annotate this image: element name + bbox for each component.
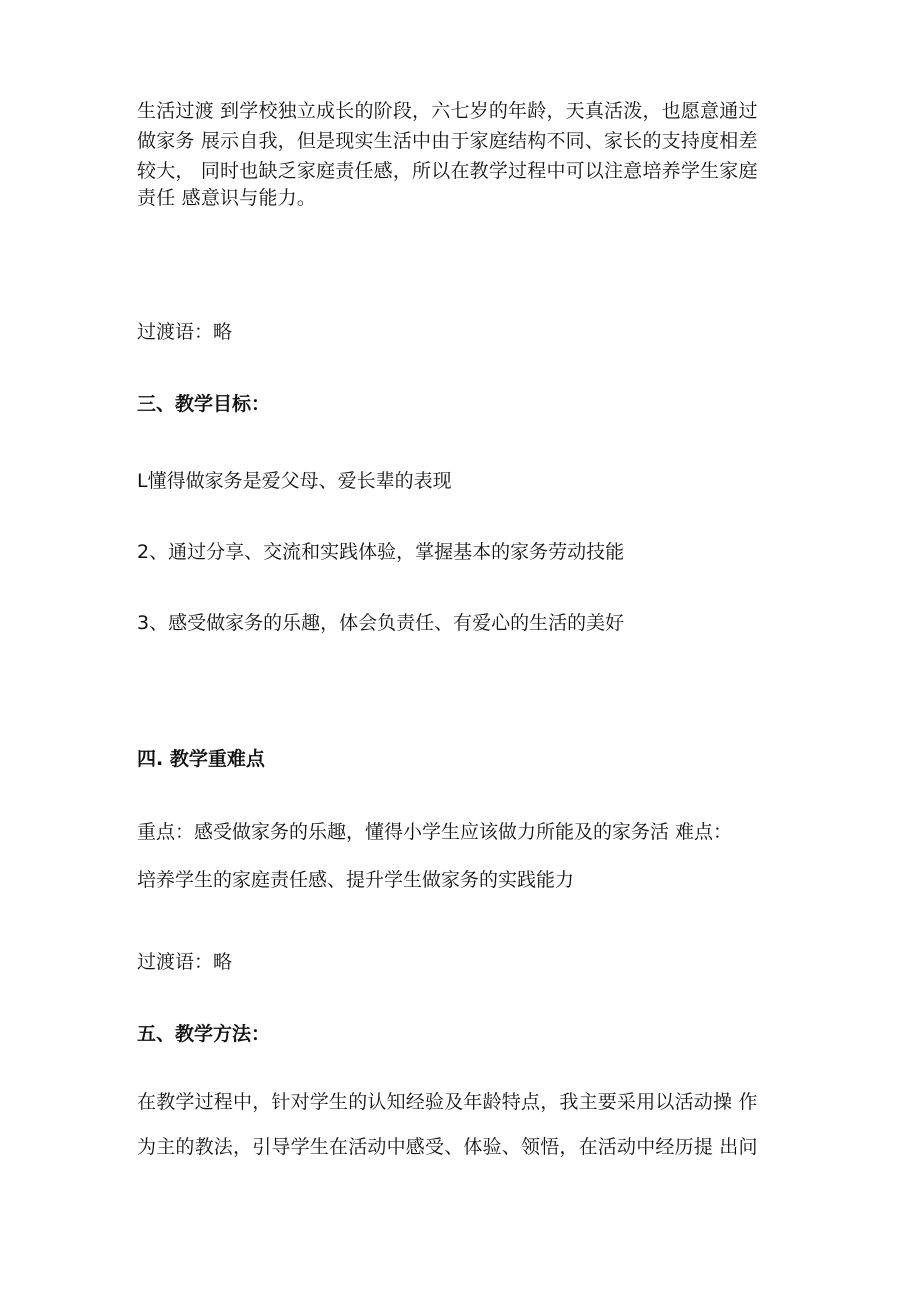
intro-line-4: 责任 感意识与能力。: [137, 187, 317, 209]
transition-text-2: 过渡语：略: [137, 951, 233, 973]
method-line-1: 在教学过程中，针对学生的认知经验及年龄特点，我主要采用以活动操 作: [137, 1091, 758, 1113]
transition-text-1: 过渡语：略: [137, 321, 233, 343]
goal-item-3: 3、感受做家务的乐趣，体会负责任、有爱心的生活的美好: [137, 612, 625, 634]
intro-line-3: 较大， 同时也缺乏家庭责任感，所以在教学过程中可以注意培养学生家庭: [137, 160, 758, 182]
key-points-line-1: 重点：感受做家务的乐趣，懂得小学生应该做力所能及的家务活 难点：: [137, 821, 733, 843]
key-points-line-2: 培养学生的家庭责任感、提升学生做家务的实践能力: [137, 869, 575, 891]
goal-item-2: 2、通过分享、交流和实践体验，掌握基本的家务劳动技能: [137, 541, 625, 563]
section-4-heading: 四. 教学重难点: [137, 748, 265, 770]
method-line-2: 为主的教法，引导学生在活动中感受、体验、领悟，在活动中经历提 出问: [137, 1136, 758, 1158]
section-5-heading: 五、教学方法：: [137, 1023, 271, 1045]
goal-item-1: L懂得做家务是爱父母、爱长辈的表现: [137, 470, 452, 492]
intro-line-2: 做家务 展示自我，但是现实生活中由于家庭结构不同、家长的支持度相差: [137, 130, 758, 152]
intro-line-1: 生活过渡 到学校独立成长的阶段，六七岁的年龄，天真活泼，也愿意通过: [137, 100, 758, 122]
section-3-heading: 三、教学目标：: [137, 393, 271, 415]
